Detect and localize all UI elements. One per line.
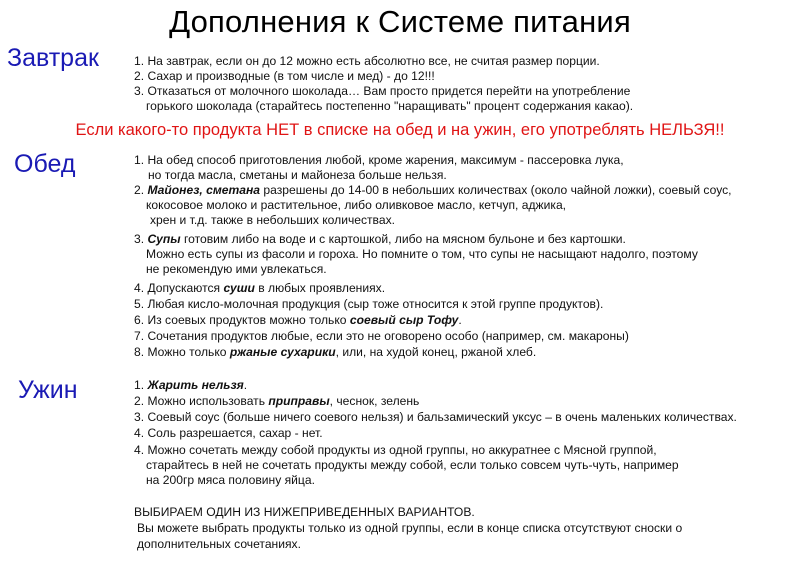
lunch-line-9: 4. Допускаются суши в любых проявлениях. — [134, 281, 386, 295]
warning-banner: Если какого-то продукта НЕТ в списке на обед и на ужин, его употреблять НЕЛЬЗЯ!! — [75, 121, 725, 139]
lunch-line-4: кокосовое молоко и растительное, либо оливковое масло, кетчуп, аджика, — [146, 198, 567, 212]
dinner-line-5: 4. Можно сочетать между собой продукты из одной группы, но аккуратнее с Мясной группой, — [134, 443, 657, 457]
dinner-line-7: на 200гр мяса половину яйца. — [146, 473, 315, 487]
dinner-line-1: 1. Жарить нельзя. — [134, 378, 248, 392]
choose-note-line-1: Вы можете выбрать продукты только из одной группы, если в конце списка отсутствуют сноски о — [137, 521, 683, 535]
dinner-line-2: 2. Можно использовать приправы, чеснок, зелень — [134, 394, 420, 408]
breakfast-heading: Завтрак — [7, 44, 99, 72]
page-title: Дополнения к Системе питания — [169, 4, 631, 39]
lunch-line-10: 5. Любая кисло-молочная продукция (сыр тоже относится к этой группе продуктов). — [134, 297, 604, 311]
breakfast-line-2: 2. Сахар и производные (в том числе и мед) - до 12!!! — [134, 69, 435, 83]
lunch-line-8: не рекомендую ими увлекаться. — [146, 262, 327, 276]
dinner-heading: Ужин — [18, 376, 78, 404]
lunch-line-7: Можно есть супы из фасоли и гороха. Но помните о том, что супы не насыщают надолго, поэтому — [146, 247, 698, 261]
dinner-line-4: 4. Соль разрешается, сахар - нет. — [134, 426, 323, 440]
lunch-line-1: 1. На обед способ приготовления любой, кроме жарения, максимум - пассеровка лука, — [134, 153, 624, 167]
choose-note-line-2: дополнительных сочетаниях. — [137, 537, 301, 551]
lunch-line-12: 7. Сочетания продуктов любые, если это не оговорено особо (например, см. макароны) — [134, 329, 629, 343]
lunch-heading: Обед — [14, 150, 76, 178]
choose-heading: ВЫБИРАЕМ ОДИН ИЗ НИЖЕПРИВЕДЕННЫХ ВАРИАНТОВ. — [134, 505, 475, 519]
lunch-line-2: но тогда масла, сметаны и майонеза больше нельзя. — [148, 168, 447, 182]
breakfast-line-3: 3. Отказаться от молочного шоколада… Вам просто придется перейти на употребление — [134, 84, 631, 98]
dinner-line-6: старайтесь в ней не сочетать продукты между собой, если только совсем чуть-чуть, например — [146, 458, 679, 472]
breakfast-line-4: горького шоколада (старайтесь постепенно "наращивать" процент содержания какао). — [146, 99, 634, 113]
breakfast-line-1: 1. На завтрак, если он до 12 можно есть абсолютно все, не считая размер порции. — [134, 54, 600, 68]
lunch-line-3: 2. Майонез, сметана разрешены до 14-00 в небольших количествах (около чайной ложки), соевый соус, — [134, 183, 732, 197]
dinner-line-3: 3. Соевый соус (больше ничего соевого нельзя) и бальзамический уксус – в очень маленьких количествах. — [134, 410, 737, 424]
lunch-line-11: 6. Из соевых продуктов можно только соевый сыр Тофу. — [134, 313, 462, 327]
lunch-line-6: 3. Супы готовим либо на воде и с картошкой, либо на мясном бульоне и без картошки. — [134, 232, 626, 246]
lunch-line-5: хрен и т.д. также в небольших количествах. — [150, 213, 395, 227]
lunch-line-13: 8. Можно только ржаные сухарики, или, на худой конец, ржаной хлеб. — [134, 345, 537, 359]
